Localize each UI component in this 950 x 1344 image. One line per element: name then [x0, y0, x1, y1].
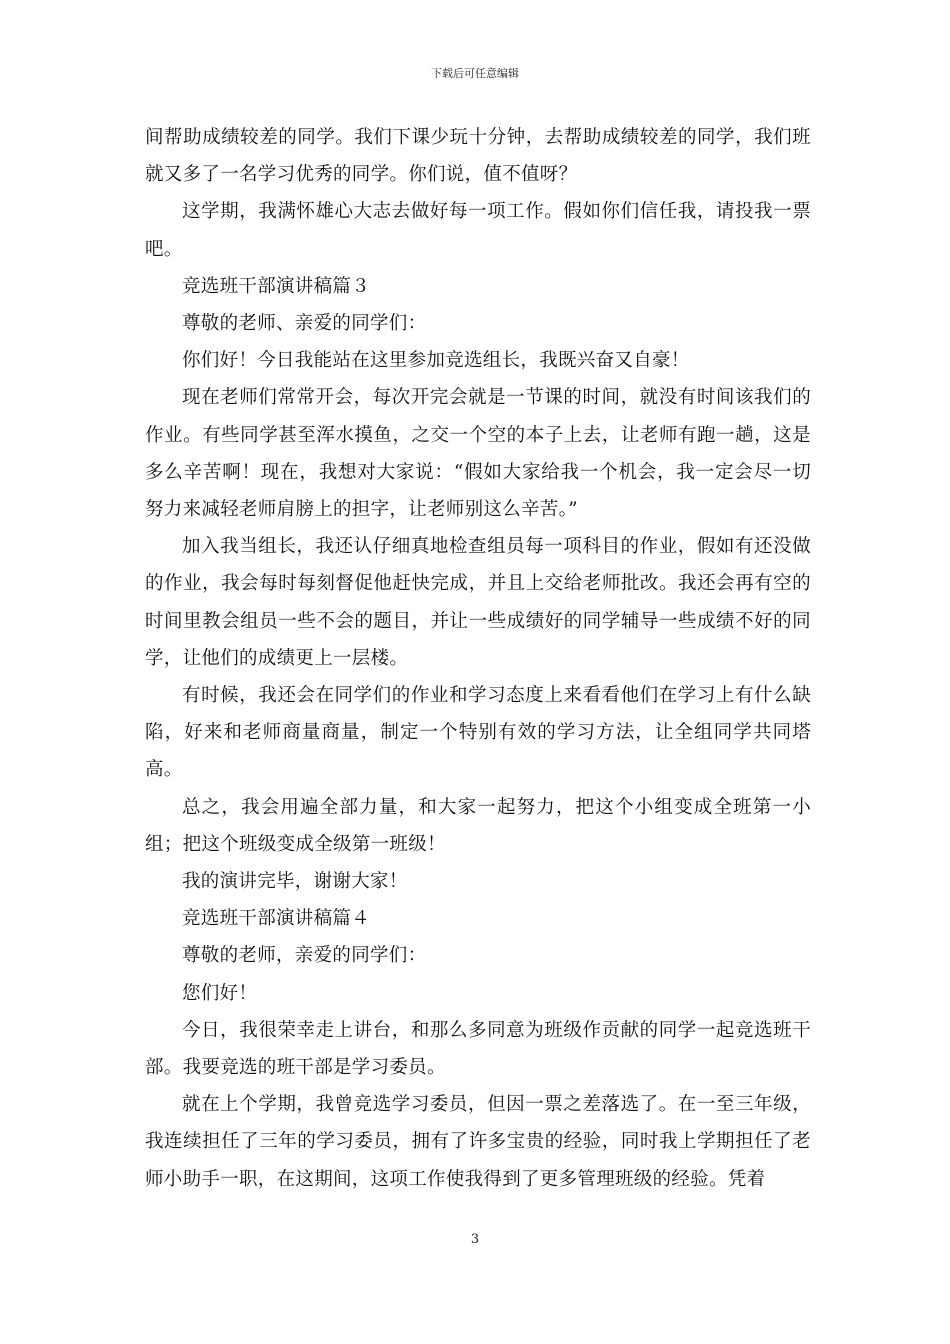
paragraph: 有时候，我还会在同学们的作业和学习态度上来看看他们在学习上有什么缺陷，好来和老师商量商量，制定一个特别有效的学习方法，让全组同学共同塔高。 — [145, 685, 811, 781]
section-heading: 竞选班干部演讲稿篇３ — [182, 275, 371, 297]
paragraph: 今日，我很荣幸走上讲台，和那么多同意为班级作贡献的同学一起竞选班干部。我要竞选的班干部是学习委员。 — [145, 1019, 811, 1079]
paragraph: 间帮助成绩较差的同学。我们下课少玩十分钟，去帮助成绩较差的同学，我们班就又多了一名学习优秀的同学。你们说，值不值呀？ — [145, 127, 811, 186]
page-header: 下载后可任意编辑 — [431, 67, 519, 80]
section-heading: 竞选班干部演讲稿篇４ — [182, 908, 371, 930]
paragraph: 我的演讲完毕，谢谢大家！ — [182, 871, 408, 893]
greeting: 您们好！ — [182, 982, 258, 1004]
salutation: 尊敬的老师，亲爱的同学们： — [182, 945, 427, 967]
page-number: 3 — [470, 1232, 480, 1247]
paragraph: 就在上个学期，我曾竞选学习委员，但因一票之差落选了。在一至三年级，我连续担任了三年的学习委员，拥有了许多宝贵的经验，同时我上学期担任了老师小助手一职，在这期间，这项工作使我得到了更多管理班级的经验。凭着 — [145, 1094, 811, 1190]
paragraph: 现在老师们常常开会，每次开完会就是一节课的时间，就没有时间该我们的作业。有些同学甚至浑水摸鱼，之交一个空的本子上去，让老师有跑一趟，这是多么辛苦啊！现在，我想对大家说：“假如大家给我一个机会，我一定会尽一切努力来减轻老师肩膀上的担字，让老师别这么辛苦。” — [145, 387, 811, 521]
salutation: 尊敬的老师、亲爱的同学们： — [182, 313, 427, 335]
paragraph: 你们好！今日我能站在这里参加竞选组长，我既兴奋又自豪！ — [182, 350, 690, 372]
paragraph: 这学期，我满怀雄心大志去做好每一项工作。假如你们信任我，请投我一票吧。 — [145, 201, 811, 260]
paragraph: 总之，我会用遍全部力量，和大家一起努力，把这个小组变成全班第一小组；把这个班级变成全级第一班级！ — [145, 796, 811, 855]
paragraph: 加入我当组长，我还认仔细真地检查组员每一项科目的作业，假如有还没做的作业，我会每时每刻督促他赶快完成，并且上交给老师批改。我还会再有空的时间里教会组员一些不会的题目，并让一些成绩好的同学辅导一些成绩不好的同学，让他们的成绩更上一层楼。 — [145, 536, 811, 669]
document-body — [145, 119, 811, 1198]
